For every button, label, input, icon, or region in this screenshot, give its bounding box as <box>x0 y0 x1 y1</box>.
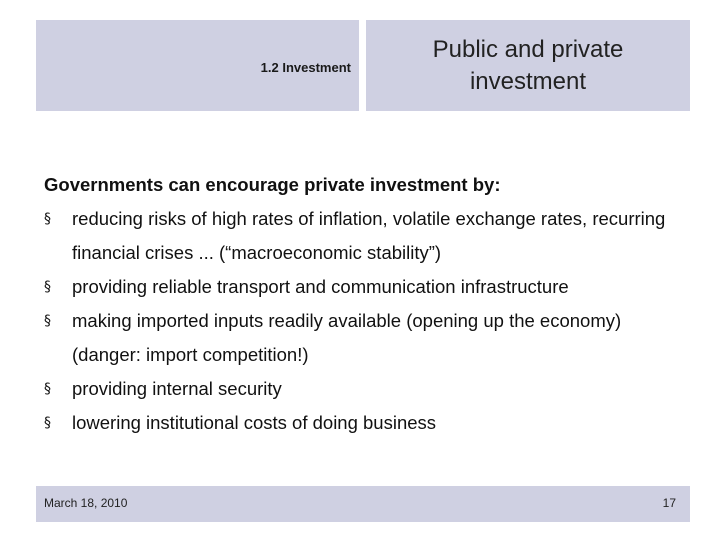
bullet-list <box>44 202 694 440</box>
slide-title: Public and private investment <box>432 35 624 95</box>
list-item <box>44 304 694 372</box>
footer-date: March 18, 2010 <box>44 496 128 510</box>
list-item <box>44 202 694 270</box>
bullet-text: reducing risks of high rates of inflation, volatile exchange rates, recurring financial crises ... (“macroeconomic stability”) <box>72 208 666 263</box>
bullet-icon: § <box>44 211 51 227</box>
section-label: 1.2 Investment <box>260 60 351 75</box>
section-header-box <box>36 20 359 111</box>
bullet-icon: § <box>44 415 51 431</box>
bullet-icon: § <box>44 381 51 397</box>
bullet-text: making imported inputs readily available (opening up the economy) (danger: import competition!) <box>72 310 622 365</box>
page-number: 17 <box>662 496 676 510</box>
bullet-text: providing internal security <box>72 378 282 399</box>
list-item <box>44 270 694 304</box>
slide-footer <box>36 486 690 522</box>
list-item <box>44 406 694 440</box>
bullet-icon: § <box>44 279 51 295</box>
slide-content <box>44 168 694 440</box>
bullet-text: providing reliable transport and communication infrastructure <box>72 276 569 297</box>
bullet-icon: § <box>44 313 51 329</box>
list-item <box>44 372 694 406</box>
title-header-box <box>366 20 690 111</box>
bullet-text: lowering institutional costs of doing business <box>72 412 437 433</box>
lead-text: Governments can encourage private investment by: <box>44 174 501 195</box>
